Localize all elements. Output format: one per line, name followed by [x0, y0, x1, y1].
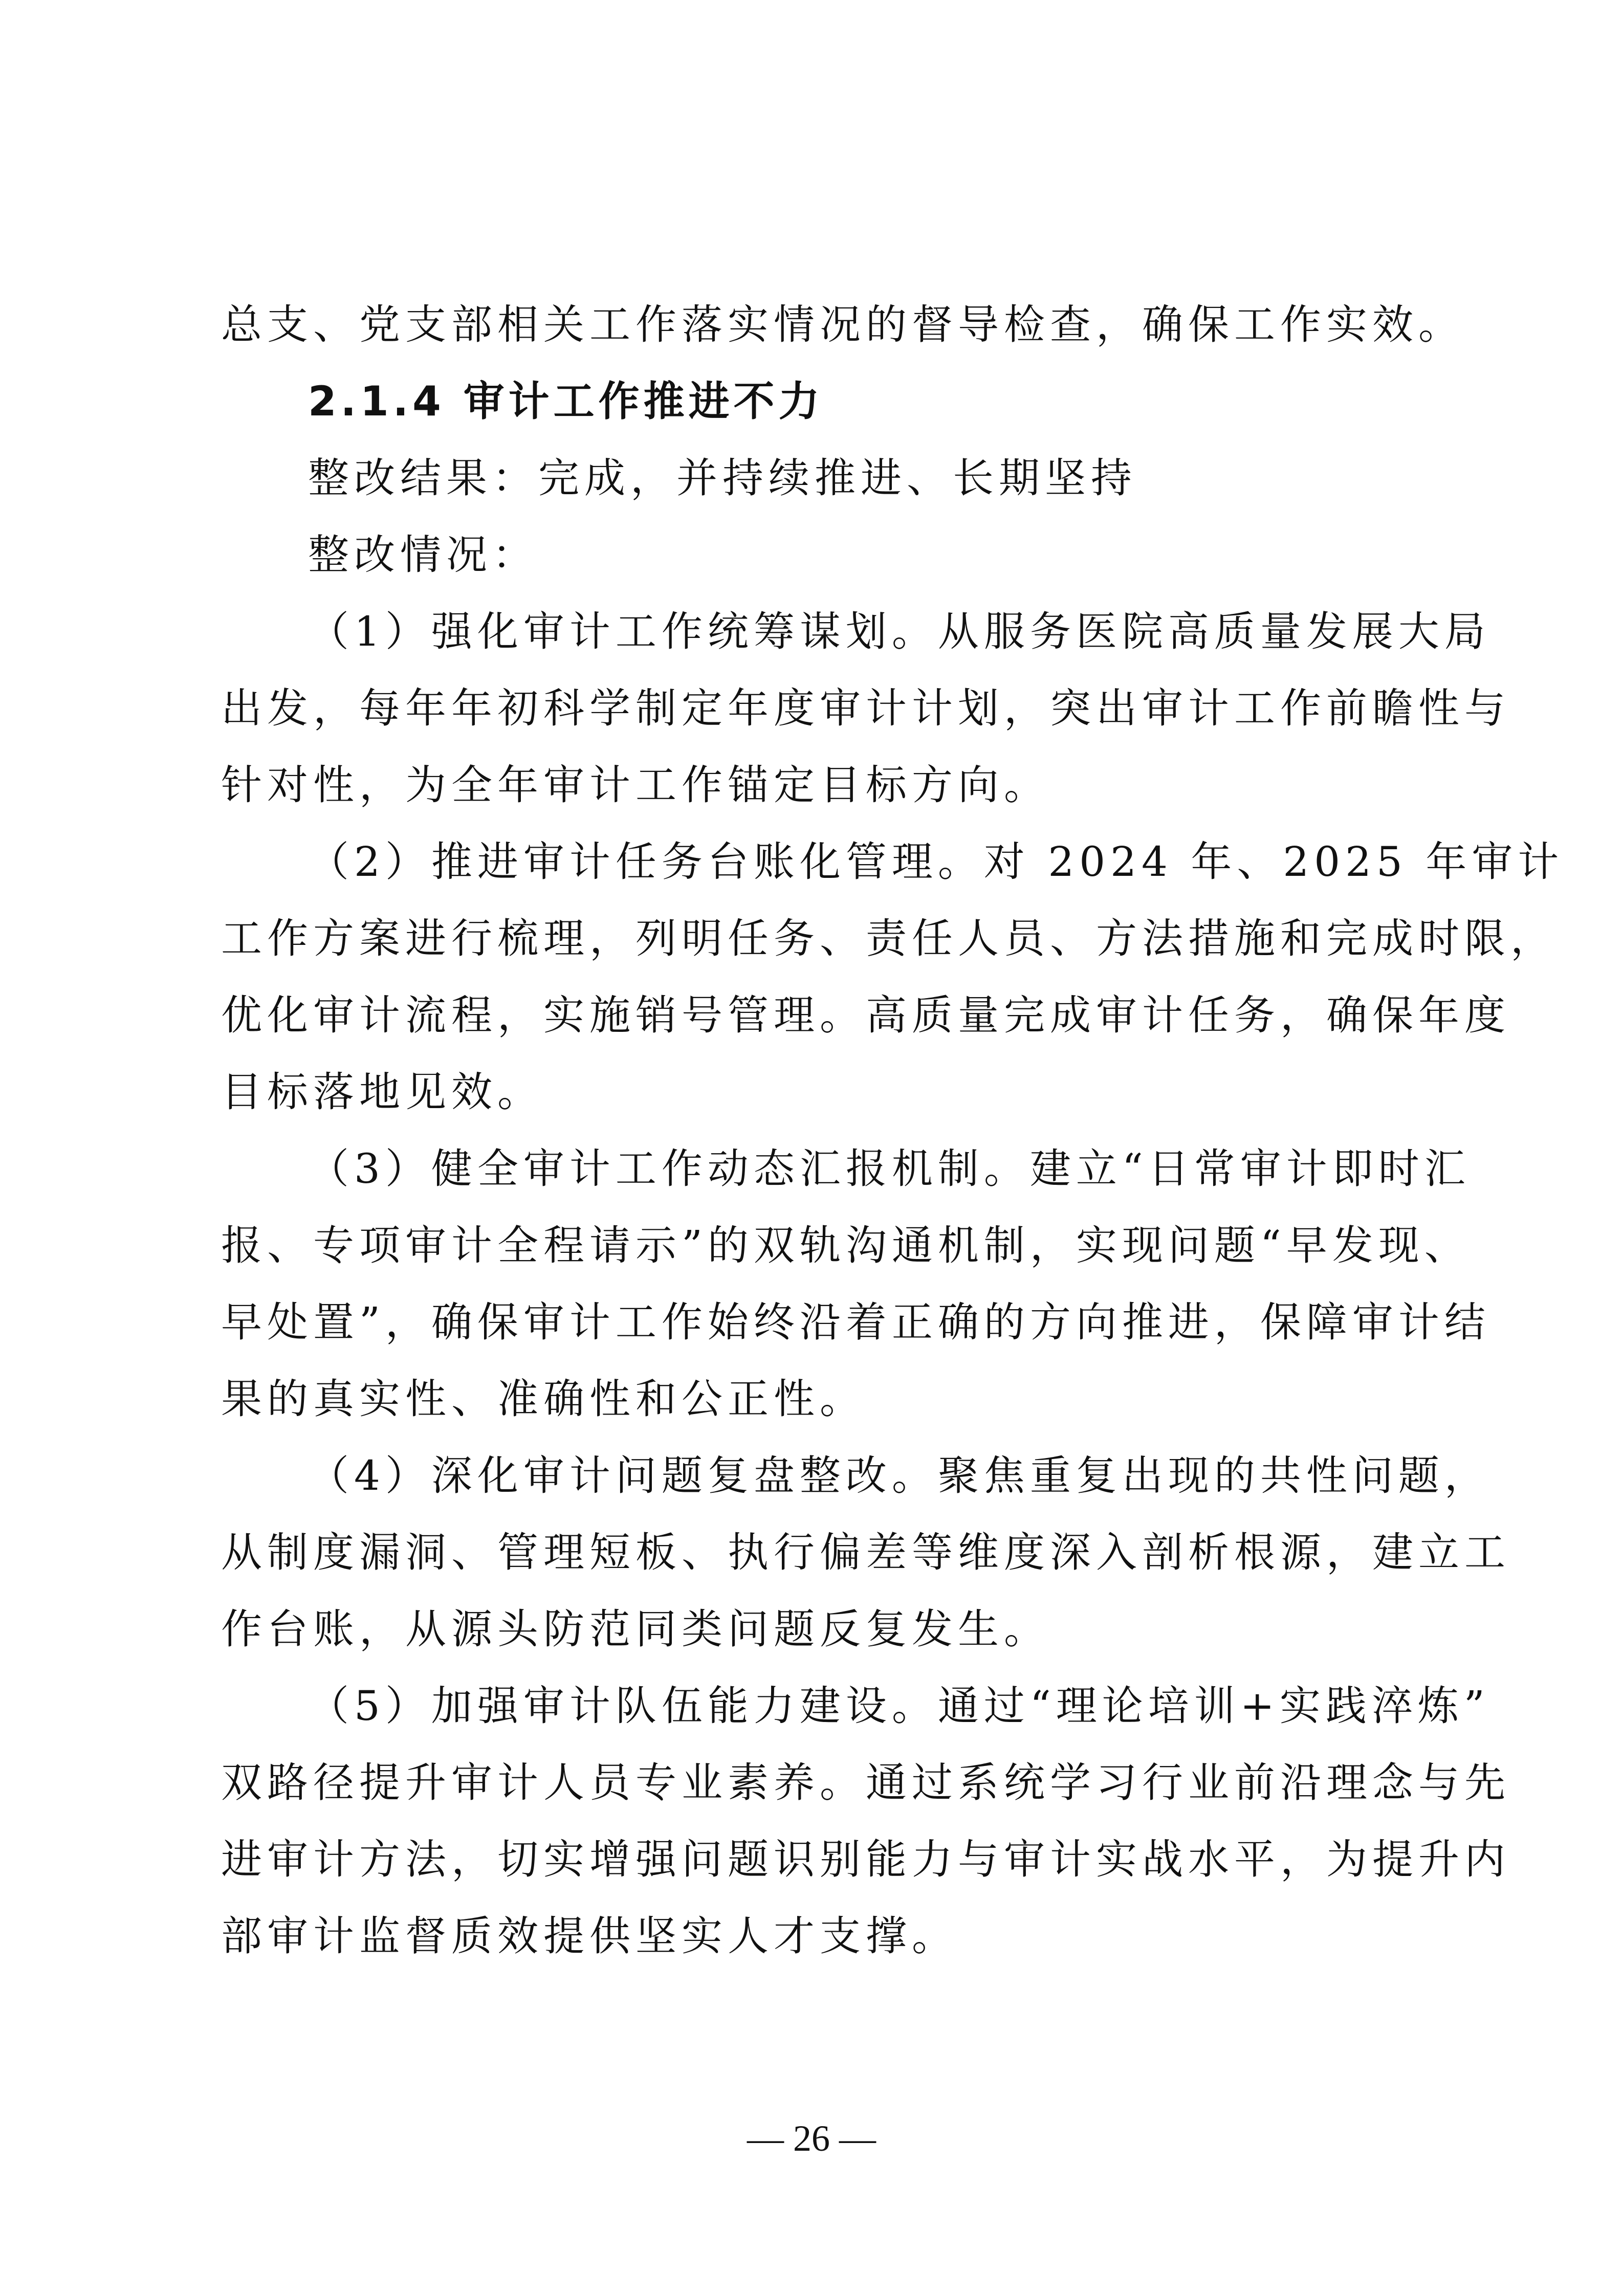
- text-line: 针对性，为全年审计工作锚定目标方向。: [221, 761, 1050, 809]
- text-line: （3）健全审计工作动态汇报机制。建立“日常审计即时汇: [308, 1145, 1471, 1193]
- text-line: 优化审计流程，实施销号管理。高质量完成审计任务，确保年度: [221, 991, 1510, 1039]
- text-line: 部审计监督质效提供坚实人才支撑。: [221, 1912, 958, 1960]
- text-line: 报、专项审计全程请示”的双轨沟通机制，实现问题“早发现、: [221, 1222, 1471, 1269]
- rectification-status-label: 整改情况：: [308, 531, 538, 579]
- text-line: 总支、党支部相关工作落实情况的督导检查，确保工作实效。: [221, 301, 1464, 348]
- rectification-result: 整改结果：完成，并持续推进、长期坚持: [308, 454, 1137, 502]
- page-number: — 26 —: [747, 2118, 876, 2159]
- text-line: 目标落地见效。: [221, 1068, 543, 1116]
- text-line: （2）推进审计任务台账化管理。对 2024 年、2025 年审计: [308, 838, 1564, 886]
- text-line: 进审计方法，切实增强问题识别能力与审计实战水平，为提升内: [221, 1836, 1510, 1883]
- text-line: （5）加强审计队伍能力建设。通过“理论培训+实践淬炼”: [308, 1682, 1490, 1730]
- document-body: [221, 286, 1564, 1975]
- section-heading: 2.1.4 审计工作推进不力: [308, 378, 824, 425]
- text-line: 双路径提升审计人员专业素养。通过系统学习行业前沿理念与先: [221, 1759, 1510, 1806]
- text-line: 出发，每年年初科学制定年度审计计划，突出审计工作前瞻性与: [221, 685, 1510, 732]
- text-line: 早处置”，确保审计工作始终沿着正确的方向推进，保障审计结: [221, 1298, 1490, 1346]
- text-line: 作台账，从源头防范同类问题反复发生。: [221, 1605, 1050, 1653]
- text-line: 从制度漏洞、管理短板、执行偏差等维度深入剖析根源，建立工: [221, 1529, 1510, 1576]
- text-line: 果的真实性、准确性和公正性。: [221, 1375, 866, 1423]
- text-line: （1）强化审计工作统筹谋划。从服务医院高质量发展大局: [308, 608, 1490, 655]
- text-line: （4）深化审计问题复盘整改。聚焦重复出现的共性问题，: [308, 1452, 1490, 1499]
- text-line: 工作方案进行梳理，列明任务、责任人员、方法措施和完成时限，: [221, 915, 1556, 962]
